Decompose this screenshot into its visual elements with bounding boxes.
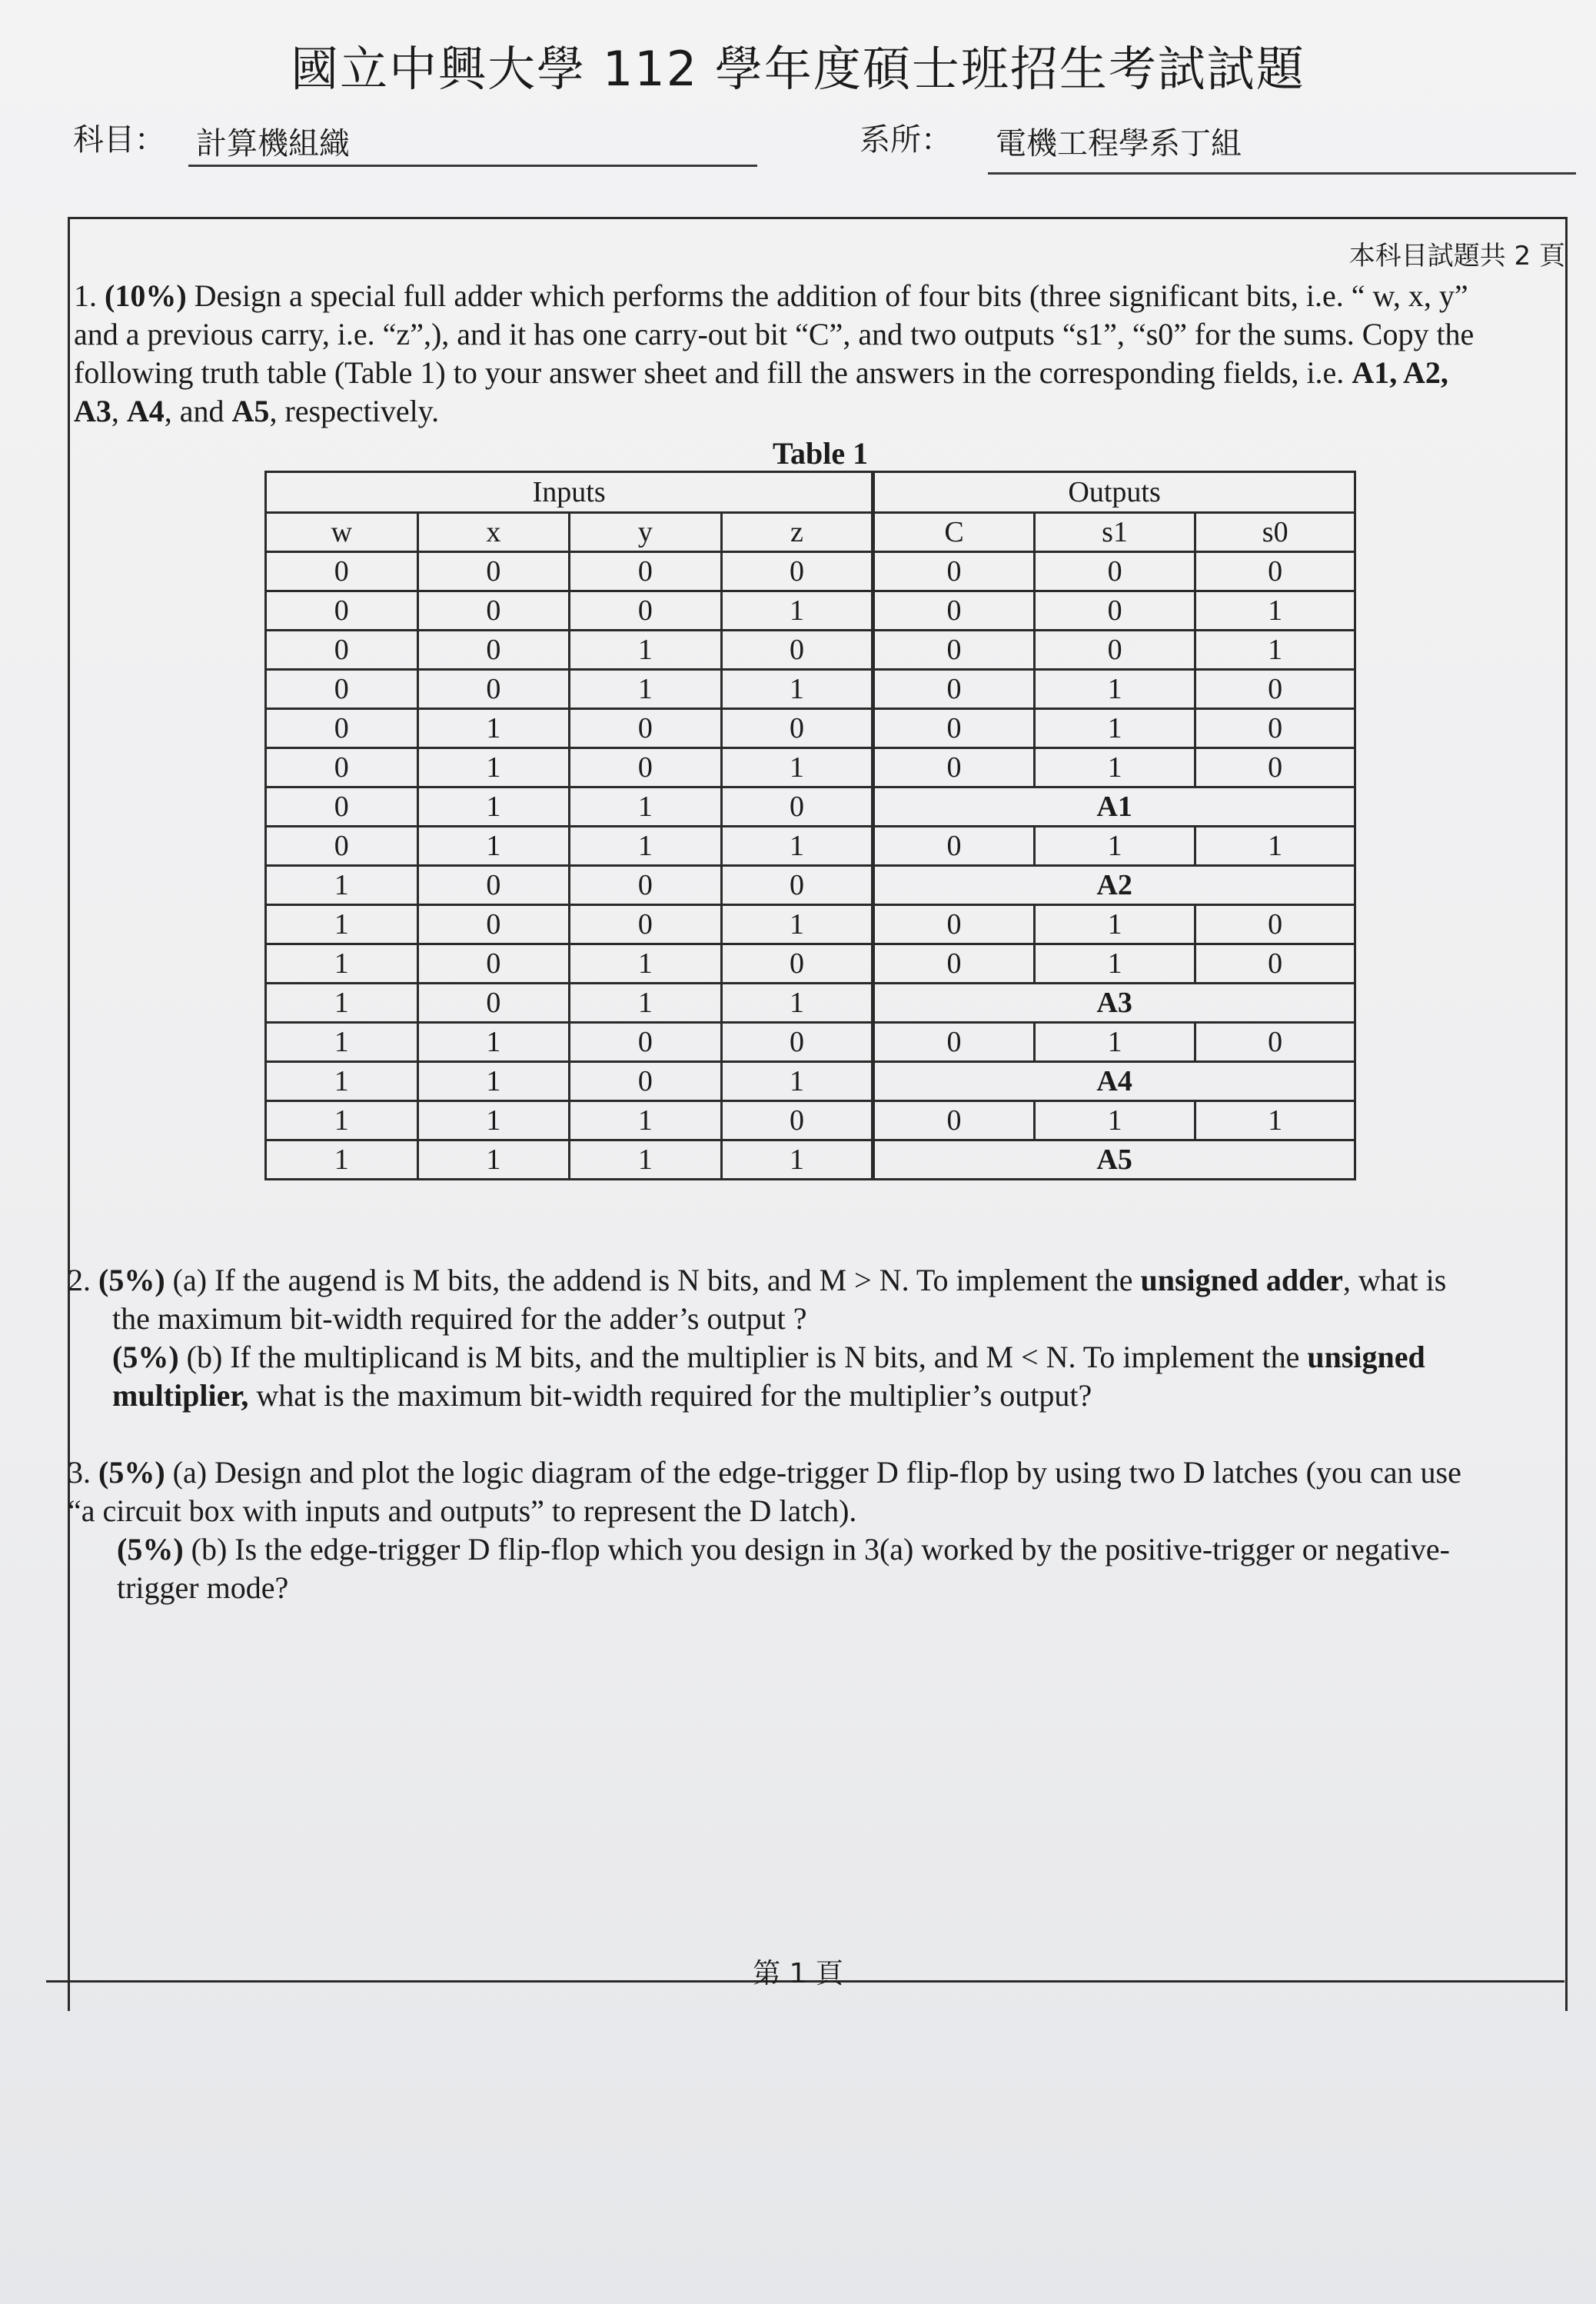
table-row — [266, 1101, 1355, 1140]
cell-w: 0 — [266, 591, 418, 631]
answer-field: A4 — [873, 1062, 1355, 1101]
truth-table — [264, 471, 1356, 1180]
question-3a-line: 3. (5%) (a) Design and plot the logic diagram of the edge-trigger D flip-flop by using two D latches (you can use — [68, 1455, 1461, 1490]
cell-y: 0 — [570, 552, 722, 591]
cell-z: 1 — [721, 1062, 873, 1101]
column-header-c: C — [873, 513, 1035, 552]
subject-value: 計算機組織 — [196, 126, 350, 161]
cell-z: 1 — [721, 984, 873, 1023]
cell-w: 1 — [266, 1140, 418, 1180]
outputs-header: Outputs — [873, 472, 1355, 513]
cell-y: 1 — [570, 631, 722, 670]
question-3 — [68, 1453, 1564, 1607]
question-1-line: 1. (10%) Design a special full adder which performs the addition of four bits (three significant bits, i.e. “ w, x, y” — [74, 278, 1468, 313]
cell-z: 1 — [721, 1140, 873, 1180]
cell-z: 1 — [721, 670, 873, 709]
table-row — [266, 866, 1355, 905]
cell-x: 0 — [417, 591, 570, 631]
cell-z: 1 — [721, 748, 873, 787]
cell-y: 0 — [570, 866, 722, 905]
question-2b-line: multiplier, what is the maximum bit-width required for the multiplier’s output? — [112, 1378, 1092, 1413]
table-caption: Table 1 — [773, 436, 869, 471]
cell-z: 0 — [721, 631, 873, 670]
table-row — [266, 1062, 1355, 1101]
cell-s0: 1 — [1195, 631, 1355, 670]
cell-w: 1 — [266, 1062, 418, 1101]
cell-y: 0 — [570, 748, 722, 787]
question-2a-line: 2. (5%) (a) If the augend is M bits, the addend is N bits, and M > N. To implement the unsigned adder, what is — [68, 1263, 1447, 1297]
exam-title: 國立中興大學 112 學年度碩士班招生考試試題 — [291, 41, 1305, 97]
cell-x: 1 — [417, 1101, 570, 1140]
cell-x: 1 — [417, 787, 570, 827]
page-number: 第 1 頁 — [753, 1958, 843, 1989]
cell-x: 1 — [417, 748, 570, 787]
inputs-header: Inputs — [266, 472, 873, 513]
cell-c: 0 — [873, 944, 1035, 984]
department-value: 電機工程學系丁組 — [996, 126, 1242, 161]
column-header-w: w — [266, 513, 418, 552]
cell-s1: 1 — [1034, 670, 1195, 709]
cell-y: 1 — [570, 787, 722, 827]
cell-x: 1 — [417, 1062, 570, 1101]
cell-s0: 1 — [1195, 591, 1355, 631]
cell-y: 1 — [570, 984, 722, 1023]
column-header-s1: s1 — [1034, 513, 1195, 552]
cell-w: 1 — [266, 1023, 418, 1062]
question-1 — [74, 277, 1565, 431]
table-row — [266, 591, 1355, 631]
question-2a-line: the maximum bit-width required for the adder’s output ? — [112, 1301, 807, 1336]
table-row — [266, 552, 1355, 591]
cell-x: 0 — [417, 552, 570, 591]
cell-s0: 0 — [1195, 905, 1355, 944]
cell-y: 0 — [570, 709, 722, 748]
cell-z: 0 — [721, 866, 873, 905]
cell-x: 0 — [417, 944, 570, 984]
department-label: 系所： — [860, 122, 952, 158]
answer-field: A5 — [873, 1140, 1355, 1180]
cell-c: 0 — [873, 1101, 1035, 1140]
cell-x: 1 — [417, 827, 570, 866]
cell-z: 1 — [721, 905, 873, 944]
table-row — [266, 748, 1355, 787]
answer-field: A3 — [873, 984, 1355, 1023]
question-1-line: and a previous carry, i.e. “z”,), and it has one carry-out bit “C”, and two outputs “s1”, “s0” for the sums. Copy the — [74, 317, 1475, 351]
cell-c: 0 — [873, 748, 1035, 787]
cell-z: 0 — [721, 1023, 873, 1062]
cell-s0: 1 — [1195, 1101, 1355, 1140]
cell-w: 1 — [266, 905, 418, 944]
answer-field: A2 — [873, 866, 1355, 905]
cell-z: 0 — [721, 944, 873, 984]
cell-c: 0 — [873, 670, 1035, 709]
cell-y: 0 — [570, 1023, 722, 1062]
cell-x: 0 — [417, 905, 570, 944]
column-header-x: x — [417, 513, 570, 552]
cell-w: 0 — [266, 748, 418, 787]
subject-underline — [188, 165, 757, 167]
cell-x: 1 — [417, 709, 570, 748]
question-1-line: A3, A4, and A5, respectively. — [74, 394, 440, 428]
cell-z: 0 — [721, 787, 873, 827]
table-row — [266, 944, 1355, 984]
cell-w: 0 — [266, 631, 418, 670]
cell-s0: 1 — [1195, 827, 1355, 866]
cell-s0: 0 — [1195, 552, 1355, 591]
cell-y: 1 — [570, 827, 722, 866]
cell-s1: 1 — [1034, 905, 1195, 944]
cell-s1: 0 — [1034, 591, 1195, 631]
question-2 — [68, 1261, 1564, 1415]
cell-w: 0 — [266, 670, 418, 709]
truth-table-body — [266, 552, 1355, 1180]
cell-c: 0 — [873, 552, 1035, 591]
column-header-y: y — [570, 513, 722, 552]
cell-s1: 1 — [1034, 944, 1195, 984]
cell-c: 0 — [873, 591, 1035, 631]
question-3a-line: “a circuit box with inputs and outputs” to represent the D latch). — [68, 1493, 857, 1528]
page-count: 本科目試題共 2 頁 — [1348, 241, 1565, 271]
cell-s1: 1 — [1034, 748, 1195, 787]
table-row — [266, 631, 1355, 670]
cell-w: 0 — [266, 552, 418, 591]
cell-x: 0 — [417, 866, 570, 905]
cell-z: 0 — [721, 709, 873, 748]
cell-y: 0 — [570, 905, 722, 944]
cell-c: 0 — [873, 905, 1035, 944]
table-row — [266, 1140, 1355, 1180]
cell-s1: 1 — [1034, 1023, 1195, 1062]
cell-z: 1 — [721, 591, 873, 631]
question-2b-line: (5%) (b) If the multiplicand is M bits, and the multiplier is N bits, and M < N. To implement the unsigned — [112, 1340, 1425, 1374]
cell-s1: 0 — [1034, 631, 1195, 670]
table-row — [266, 984, 1355, 1023]
subject-label: 科目： — [73, 122, 165, 158]
cell-s1: 1 — [1034, 709, 1195, 748]
column-header-z: z — [721, 513, 873, 552]
cell-c: 0 — [873, 827, 1035, 866]
cell-w: 1 — [266, 1101, 418, 1140]
cell-s1: 1 — [1034, 1101, 1195, 1140]
table-row — [266, 1023, 1355, 1062]
cell-s0: 0 — [1195, 944, 1355, 984]
table-row — [266, 827, 1355, 866]
cell-x: 0 — [417, 984, 570, 1023]
cell-w: 0 — [266, 709, 418, 748]
cell-z: 0 — [721, 552, 873, 591]
cell-w: 1 — [266, 944, 418, 984]
cell-s0: 0 — [1195, 709, 1355, 748]
cell-w: 1 — [266, 866, 418, 905]
cell-s0: 0 — [1195, 748, 1355, 787]
column-header-s0: s0 — [1195, 513, 1355, 552]
cell-z: 1 — [721, 827, 873, 866]
cell-s0: 0 — [1195, 1023, 1355, 1062]
cell-w: 0 — [266, 787, 418, 827]
cell-w: 0 — [266, 827, 418, 866]
table-row — [266, 905, 1355, 944]
cell-c: 0 — [873, 1023, 1035, 1062]
cell-x: 0 — [417, 670, 570, 709]
department-underline — [988, 172, 1576, 175]
table-row — [266, 787, 1355, 827]
cell-y: 1 — [570, 1101, 722, 1140]
question-1-line: following truth table (Table 1) to your answer sheet and fill the answers in the corresponding fields, i.e. A1, A2, — [74, 355, 1448, 390]
cell-x: 1 — [417, 1023, 570, 1062]
cell-s1: 1 — [1034, 827, 1195, 866]
cell-w: 1 — [266, 984, 418, 1023]
cell-x: 0 — [417, 631, 570, 670]
question-3b-line: trigger mode? — [117, 1570, 289, 1605]
cell-y: 0 — [570, 1062, 722, 1101]
table-row — [266, 709, 1355, 748]
cell-s0: 0 — [1195, 670, 1355, 709]
table-row — [266, 670, 1355, 709]
cell-y: 1 — [570, 670, 722, 709]
question-3b-line: (5%) (b) Is the edge-trigger D flip-flop which you design in 3(a) worked by the positive-trigger or negative- — [117, 1532, 1450, 1567]
cell-y: 1 — [570, 1140, 722, 1180]
cell-c: 0 — [873, 709, 1035, 748]
cell-y: 0 — [570, 591, 722, 631]
answer-field: A1 — [873, 787, 1355, 827]
cell-z: 0 — [721, 1101, 873, 1140]
cell-y: 1 — [570, 944, 722, 984]
cell-x: 1 — [417, 1140, 570, 1180]
cell-s1: 0 — [1034, 552, 1195, 591]
cell-c: 0 — [873, 631, 1035, 670]
